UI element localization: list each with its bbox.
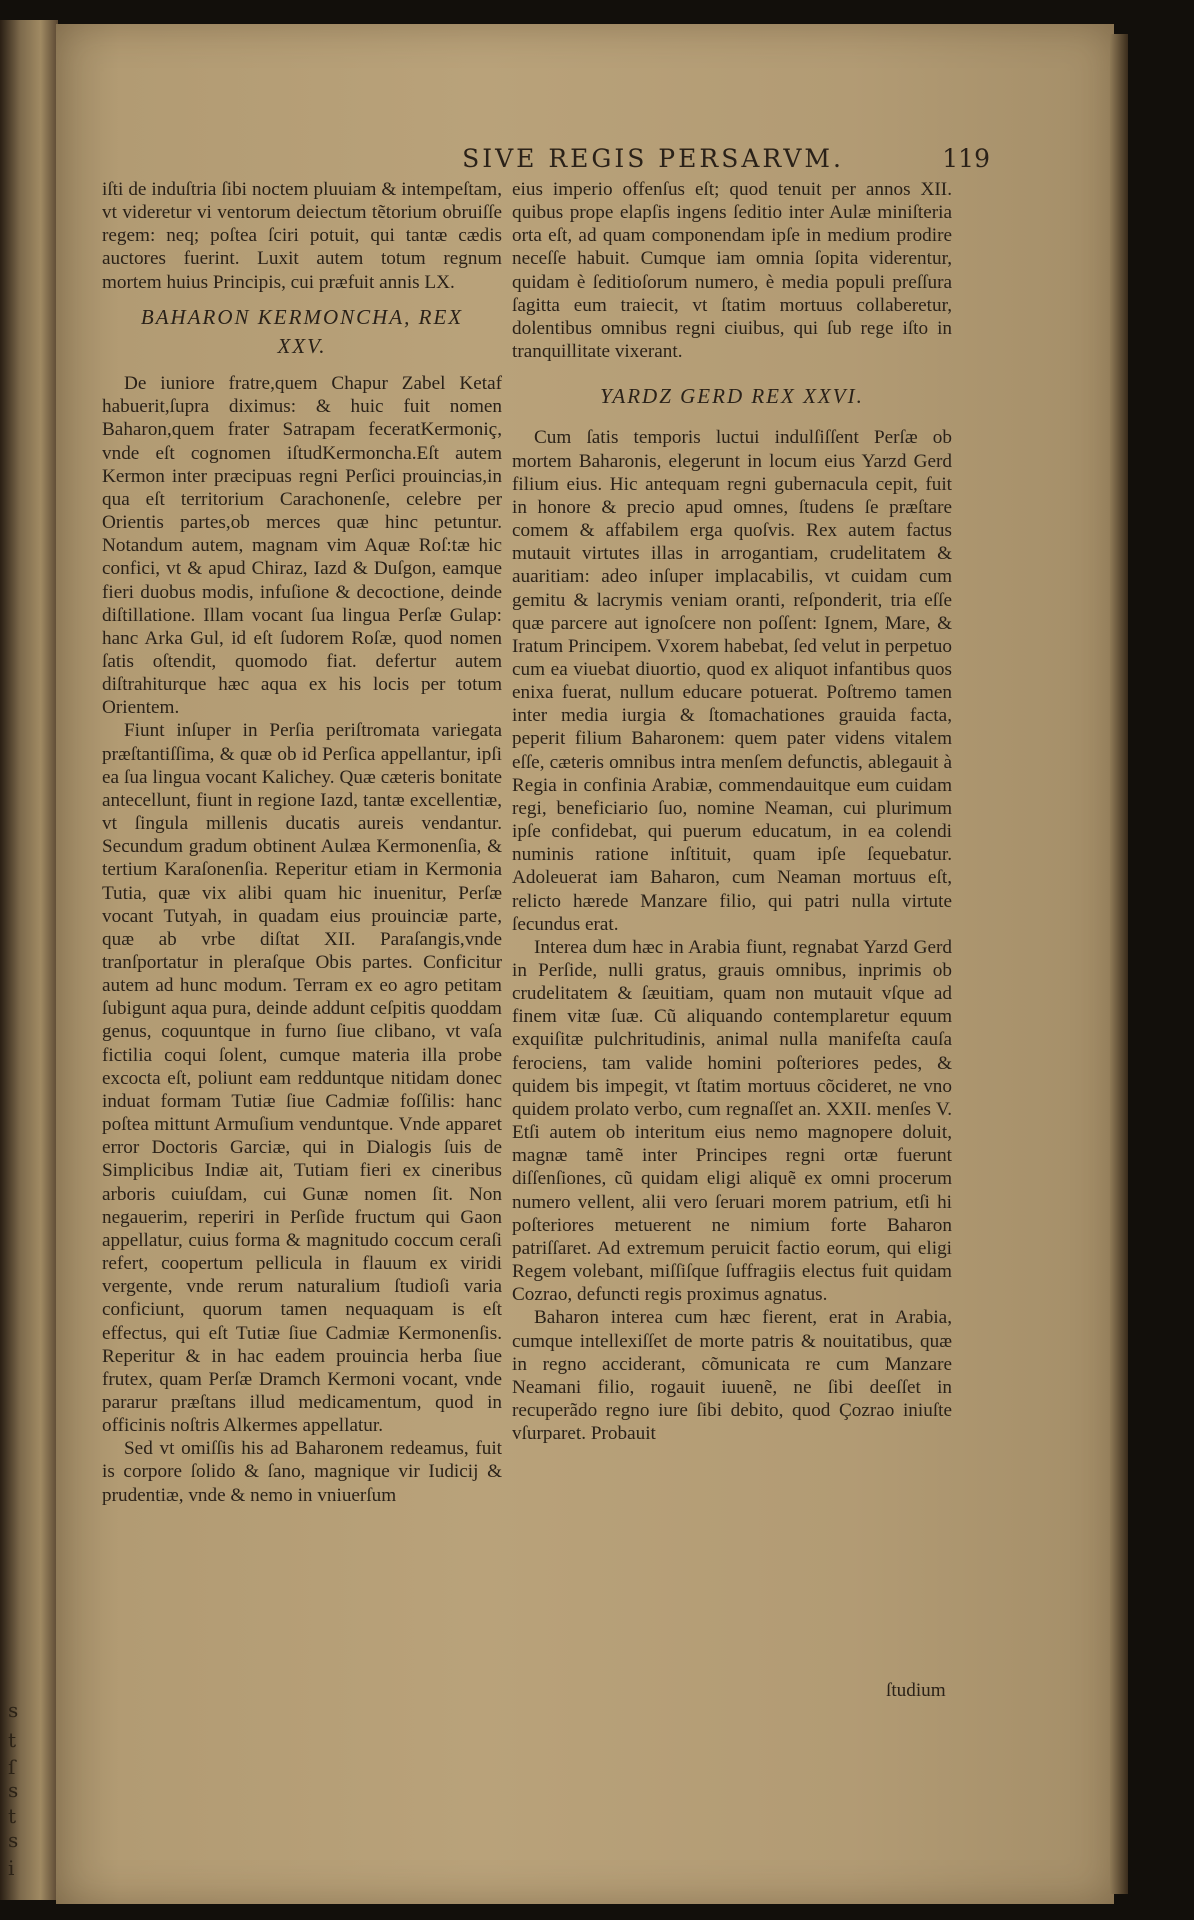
book-page	[56, 24, 1114, 1904]
paragraph: Sed vt omiſſis his ad Baharonem redeamus, fuit is corpore ſolido & ſano, magnique vir Iudicij & prudentiæ, vnde & nemo in vniuerſum	[102, 1438, 502, 1506]
section-heading-numeral: XXV.	[277, 333, 327, 358]
paragraph: eius imperio offenſus eſt; quod tenuit per annos XII. quibus prope elapſis ingens ſeditio inter Aulæ miniſteria orta eſt, ad quam componendam ipſe in medium prodire neceſſe habuit. Cumque iam omnia ſopita viderentur, quidam è ſeditioſorum numero, è media populi preſſura ſagitta eum traiecit, vt ſtatim mortuus collaberetur, dolentibus omnibus regni ciuibus, qui ſub rege iſto in tranquillitate vixerant.	[512, 179, 952, 363]
margin-letter: ſ	[8, 1755, 16, 1779]
page-number: 119	[942, 144, 990, 173]
paragraph: Fiunt inſuper in Perſia periſtromata variegata præſtantiſſima, & quæ ob id Perſica appellantur, ipſi ea ſua lingua vocant Kalichey. Quæ cæteris bonitate antecellunt, fiunt in regione Iazd, tantæ excellentiæ, vt ſingula millenis ducatis aureis vendantur. Secundum gradum obtinent Aulæa Kermonenſia, & tertium Karaſonenſia. Reperitur etiam in Kermonia Tutia, quæ vix alibi quam hic inuenitur, Perſæ vocant Tutyah, in quadam eius prouinciæ parte, quæ ab vrbe diſtat XII. Paraſangis,vnde tranſportatur in pleraſque Obis partes. Conficitur autem ad hunc modum. Terram ex eo agro petitam ſubigunt aqua pura, deinde addunt ceſpitis quoddam genus, coquuntque in furno ſiue clibano, vt vaſa fictilia coqui ſolent, cumque materia illa probe excocta eſt, poliunt eam redduntque nitidam donec induat formam Tutiæ ſiue Cadmiæ foſſilis: hanc poſtea mittunt Armuſium venduntque. Vnde apparet error Doctoris Garciæ, qui in Dialogis ſuis de Simplicibus Indiæ ait, Tutiam fieri ex cineribus arboris cuiuſdam, cui Gunæ nomen ſit. Non negauerim, reperiri in Perſide fructum qui Gaon appellatur, cuius forma & magnitudo coccum ceraſi refert, coopertum pellicula in flauum ex viridi vergente, vnde rerum naturalium ſtudioſi varia conficiunt, quorum tamen nequaquam is eſt effectus, qui eſt Tutiæ ſiue Cadmiæ Kermonenſis. Reperitur & in hac eadem prouincia herba ſiue frutex, quam Perſæ Dramch Kermoni vocant, vnde pararur præſtans illud medicamentum, quod in officinis noſtris Alkermes appellatur.	[102, 720, 502, 1437]
paragraph: De iuniore fratre,quem Chapur Zabel Ketaf habuerit,ſupra diximus: & huic fuit nomen Baharon,quem frater Satrapam feceratKermoniç, vnde eſt cognomen iſtudKermoncha.Eſt autem Kermon inter præcipuas regni Perſici prouincias,in qua eſt territorium Carachonenſe, celebre per Orientis partes,ob merces quæ hinc petuntur. Notandum autem, magnam vim Aquæ Roſ:tæ hic confici, vt & apud Chiraz, Iazd & Duſgon, eamque fieri duobus modis, infuſione & decoctione, deinde diſtillatione. Illam vocant ſua lingua Perſæ Gulap: hanc Arka Gul, id eſt ſudorem Roſæ, quod nomen ſatis oſtendit, quomodo fiat. defertur autem diſtrahiturque hæc aqua ex his locis per totum Orientem.	[102, 373, 502, 719]
paragraph: Baharon interea cum hæc fierent, erat in Arabia, cumque intellexiſſet de morte patris & nouitatibus, quæ in regno acciderant, cõmunicata re cum Manzare Neamani filio, rogauit iuuenẽ, ne ſibi deeſſet in recuperãdo regno iure ſibi debito, quod Çozrao iniuſte vſurparet. Probauit	[512, 1307, 952, 1445]
catchword: ſtudium	[886, 1680, 946, 1701]
paragraph: Interea dum hæc in Arabia fiunt, regnabat Yarzd Gerd in Perſide, nulli gratus, grauis omnibus, inprimis ob crudelitatem & ſæuitiam, quam non mutauit vſque ad finem vitæ ſuæ. Cũ aliquando contemplaretur equum exquiſitæ pulchritudinis, animal nulla manifeſta cauſa ferociens, tam valide homini poſteriores pedes, & quidem bis impegit, vt ſtatim mortuus cõcideret, ne vno quidem prolato verbo, cum regnaſſet an. XXII. menſes V. Etſi autem ob interitum eius nemo magnopere doluit, magnæ tamẽ inter Principes regni ortæ fuerunt diſſenſiones, cũ quidam eligi aliquẽ ex omni procerum numero vellent, alii vero ſeruari morem patrium, etſi hi poſteriores metuerent ne nimium forte Baharon patriſſaret. Ad extremum peruicit factio eorum, qui eligi Regem volebant, miſſiſque ſuffragiis electus fuit quidam Cozrao, defuncti regis proximus agnatus.	[512, 936, 952, 1306]
section-heading: YARDZ GERD REX XXVI.	[600, 384, 864, 409]
paragraph: Cum ſatis temporis luctui indulſiſſent Perſæ ob mortem Baharonis, elegerunt in locum eius Yarzd Gerd filium eius. Hic antequam regni gubernacula cepit, fuit in honore & precio apud omnes, ſtudens ſe præſtare comem & affabilem erga quoſvis. Rex autem factus mutauit virtutes illas in arrogantiam, crudelitatem & auaritiam: adeo inſuper implacabilis, vt cuidam cum gemitu & lacrymis veniam oranti, reſponderit, tria eſſe quæ parcere aut ignoſcere non poſſent: Ignem, Mare, & Iratum Principem. Vxorem habebat, ſed velut in perpetuo cum ea viuebat diuortio, quod ex aliquot infantibus quos enixa fuerat, nullum educare potuerat. Poſtremo tamen inter media iurgia & ſtomachationes grauida facta, peperit filium Baharonem: quem pater videns vitalem eſſe, cæteris omnibus intra menſem defunctis, ablegauit à Regia in confinia Arabiæ, commendauitque eum cuidam regi, beneficiario ſuo, nomine Neaman, cui plurimum ipſe confidebat, qui puerum educatum, in ea colendi numinis ratione inſtituit, quam ipſe ſequebatur. Adoleuerat iam Baharon, cum Neaman mortuus eſt, relicto hærede Manzare filio, qui patri nulla virtute ſecundus erat.	[512, 427, 952, 935]
margin-letter: s	[8, 1778, 19, 1802]
margin-letter: t	[8, 1728, 17, 1752]
margin-letter: i	[8, 1856, 15, 1880]
margin-letter: t	[8, 1804, 17, 1828]
running-head: SIVE REGIS PERSARVM.	[462, 144, 844, 173]
right-column	[512, 178, 952, 1445]
paragraph: iſti de induſtria ſibi noctem pluuiam & intempeſtam, vt videretur vi ventorum deiectum tẽtorium obruiſſe regem: neq; poſtea ſciri potuit, qui tantæ cædis auctores fuerint. Luxit autem totum regnum mortem huius Principis, cui præfuit annis LX.	[102, 179, 502, 293]
section-heading: BAHARON KERMONCHA, REX	[140, 304, 464, 329]
left-column	[102, 178, 502, 1507]
margin-letter: s	[8, 1698, 19, 1722]
adjacent-page-edge	[0, 20, 58, 1900]
margin-letter: s	[8, 1828, 19, 1852]
